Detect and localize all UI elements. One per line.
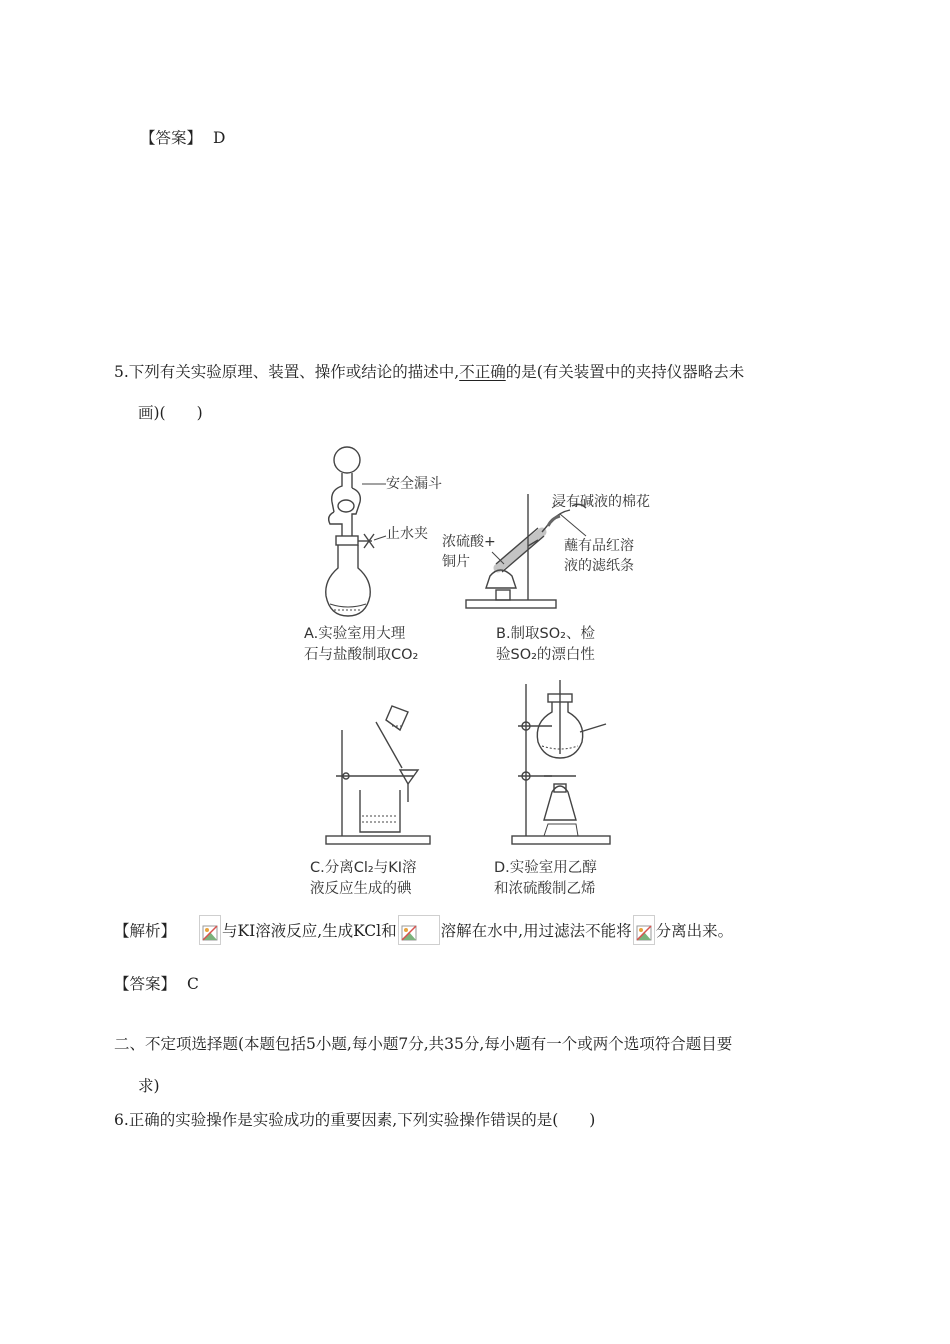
analysis-label: 【解析】 xyxy=(114,922,177,940)
label-cotton: 浸有碱液的棉花 xyxy=(552,494,650,510)
broken-image-icon xyxy=(398,915,440,945)
answer-value: C xyxy=(186,975,199,993)
label-conc-acid: 浓硫酸+ xyxy=(442,534,496,550)
caption-c xyxy=(310,858,416,900)
caption-c-line-1: C.分离Cl₂与KI溶 xyxy=(310,860,417,876)
answer-label: 【答案】 xyxy=(114,975,177,993)
answer-value: D xyxy=(212,129,226,147)
question-5-underlined: 不正确 xyxy=(459,363,506,381)
question-6: 6.正确的实验操作是实验成功的重要因素,下列实验操作错误的是( ) xyxy=(114,1111,596,1129)
analysis-line xyxy=(114,915,733,945)
caption-d-line-1: D.实验室用乙醇 xyxy=(494,860,597,876)
label-copper: 铜片 xyxy=(442,554,470,570)
caption-a xyxy=(304,624,418,666)
apparatus-d xyxy=(512,680,610,844)
caption-b xyxy=(496,624,595,666)
caption-c-line-2: 液反应生成的碘 xyxy=(310,881,412,897)
answer-label: 【答案】 xyxy=(140,129,203,147)
apparatus-figure xyxy=(290,440,690,905)
apparatus-c xyxy=(326,706,430,844)
caption-a-line-1: A.实验室用大理 xyxy=(304,626,406,642)
caption-d xyxy=(494,858,597,900)
caption-a-line-2: 石与盐酸制取CO₂ xyxy=(304,647,419,663)
caption-b-line-2: 验SO₂的漂白性 xyxy=(496,647,595,663)
apparatus-a xyxy=(326,447,386,616)
caption-b-line-1: B.制取SO₂、检 xyxy=(496,626,595,642)
question-5-line-1 xyxy=(114,362,744,382)
question-5-line-2: 画)( ) xyxy=(138,404,203,422)
label-water-clamp: 止水夹 xyxy=(386,526,428,542)
label-filter-paper-2: 液的滤纸条 xyxy=(564,558,634,574)
broken-image-icon xyxy=(633,915,655,945)
answer-c xyxy=(114,974,199,994)
analysis-part-1: 与KI溶液反应,生成KCl和 xyxy=(222,922,397,940)
question-5-text-a: 5.下列有关实验原理、装置、操作或结论的描述中, xyxy=(114,363,460,381)
caption-d-line-2: 和浓硫酸制乙烯 xyxy=(494,881,596,897)
label-safety-funnel: 安全漏斗 xyxy=(386,476,442,492)
label-filter-paper-1: 蘸有品红溶 xyxy=(564,538,634,554)
section-2-line-2: 求) xyxy=(138,1077,160,1095)
analysis-part-2: 溶解在水中,用过滤法不能将 xyxy=(440,922,632,940)
analysis-part-3: 分离出来。 xyxy=(655,922,734,940)
answer-d xyxy=(140,128,225,148)
section-2-line-1: 二、不定项选择题(本题包括5小题,每小题7分,共35分,每小题有一个或两个选项符合题目要 xyxy=(114,1035,733,1053)
question-5-text-b: 的是(有关装置中的夹持仪器略去未 xyxy=(505,363,745,381)
broken-image-icon xyxy=(199,915,221,945)
